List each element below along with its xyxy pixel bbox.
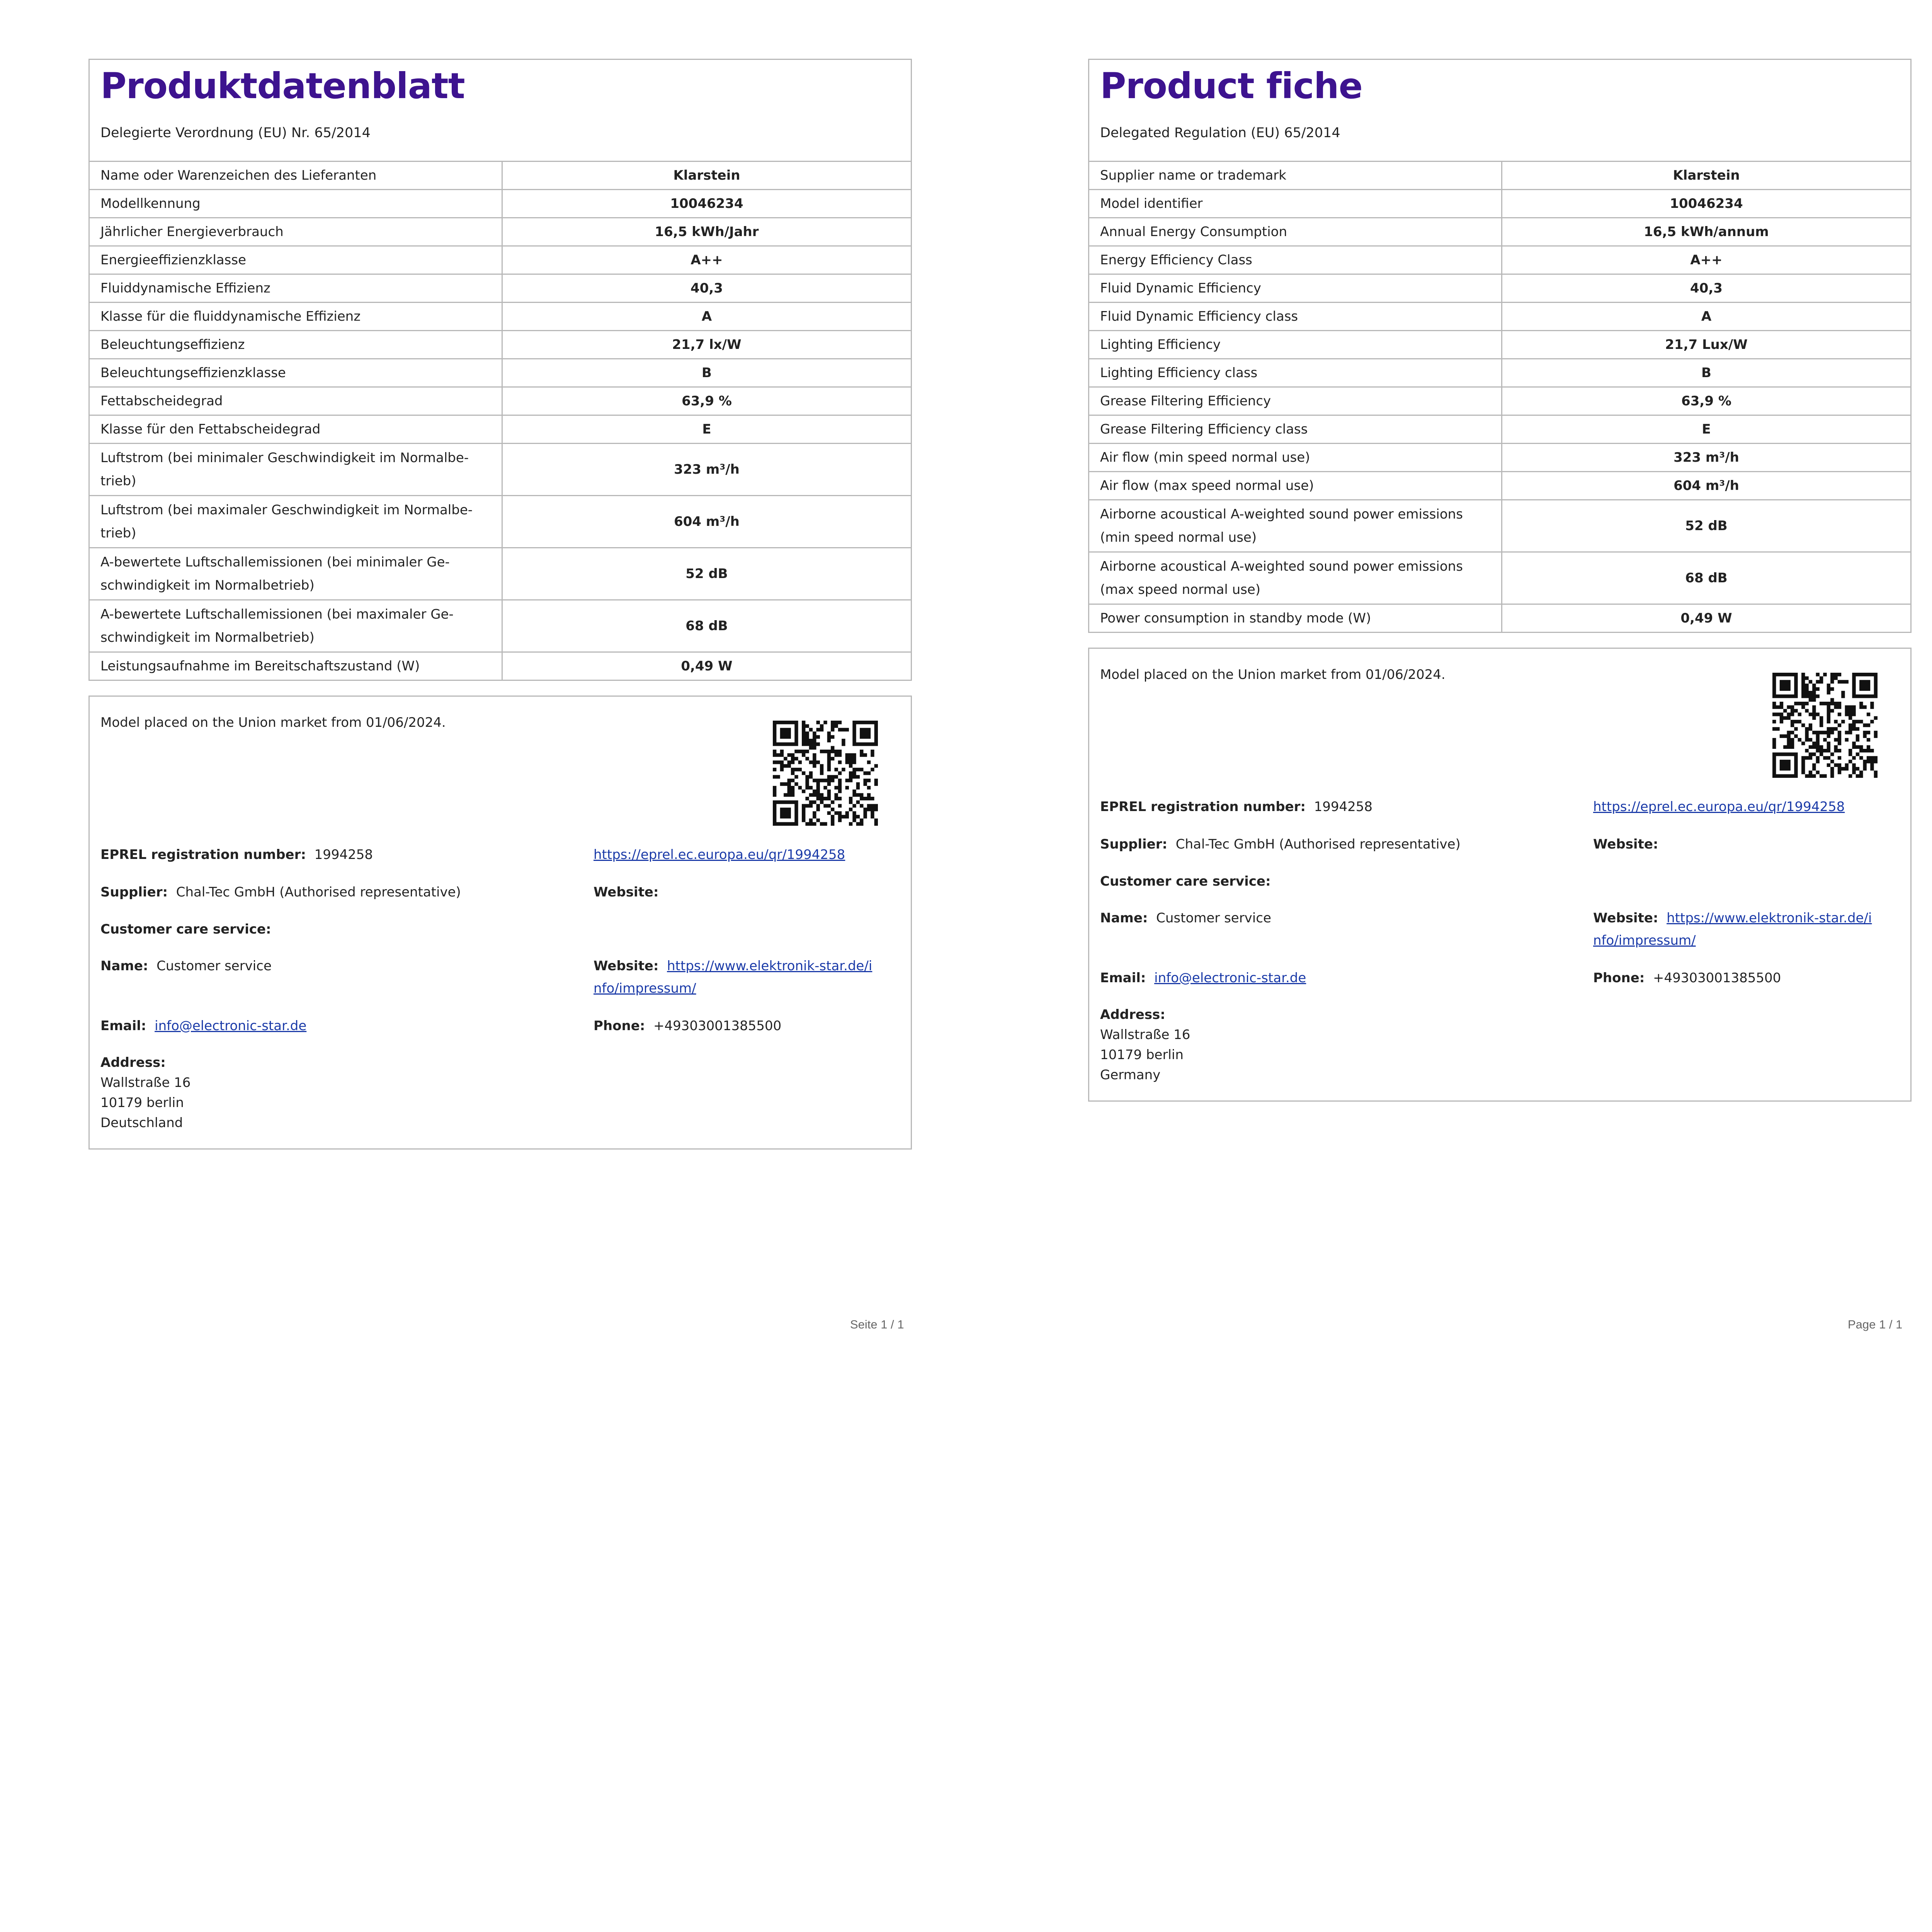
- row-value: A++: [502, 246, 911, 274]
- name-value: Customer service: [156, 958, 272, 974]
- contact-box-en: [1088, 648, 1912, 1102]
- row-value: A++: [1502, 246, 1911, 274]
- table-row: [90, 246, 911, 274]
- table-row: [90, 548, 911, 600]
- row-label: [1089, 246, 1502, 274]
- contact-box-de: [88, 696, 912, 1150]
- name-line: [1100, 907, 1271, 929]
- website2-link-b[interactable]: nfo/impressum/: [594, 981, 696, 996]
- row-label-text: Jährlicher Energieverbrauch: [100, 224, 284, 240]
- name-line: [100, 955, 272, 977]
- product-sheet-en: [1088, 59, 1912, 1102]
- website-label: Website:: [1593, 837, 1658, 852]
- table-row: [90, 444, 911, 496]
- row-label-text-continued: (min speed normal use): [1100, 530, 1257, 545]
- row-label-text: Grease Filtering Efficiency class: [1100, 422, 1308, 437]
- row-label-text: Airborne acoustical A-weighted sound power emissions: [1100, 559, 1463, 574]
- row-label-text-continued: (max speed normal use): [1100, 582, 1261, 597]
- eprel-registration: [1100, 796, 1372, 818]
- table-row: [1089, 218, 1910, 246]
- row-label-text: Fluid Dynamic Efficiency: [1100, 281, 1261, 296]
- row-value: 16,5 kWh/Jahr: [502, 218, 911, 246]
- header-de: [90, 60, 911, 162]
- table-row: [90, 359, 911, 387]
- regulation-subtitle-en: Delegated Regulation (EU) 65/2014: [1100, 125, 1340, 141]
- row-label: [90, 359, 502, 387]
- row-label: [90, 496, 502, 548]
- row-label-text: Energieeffizienzklasse: [100, 252, 246, 268]
- row-label-text: Fettabscheidegrad: [100, 393, 223, 409]
- row-value: 323 m³/h: [502, 444, 911, 496]
- product-data-table-de: [90, 162, 911, 680]
- table-row: [1089, 190, 1910, 218]
- table-row: [90, 387, 911, 415]
- table-row: [90, 415, 911, 444]
- row-value: 604 m³/h: [1502, 472, 1911, 500]
- row-value: E: [502, 415, 911, 444]
- table-row: [90, 162, 911, 190]
- address-line-3: Germany: [1100, 1067, 1161, 1083]
- website2-line: [594, 955, 872, 977]
- row-label: [90, 218, 502, 246]
- row-label-text: Annual Energy Consumption: [1100, 224, 1287, 240]
- row-label: [90, 387, 502, 415]
- table-row: [1089, 387, 1910, 415]
- regulation-subtitle-de: Delegierte Verordnung (EU) Nr. 65/2014: [100, 125, 371, 141]
- product-sheet-de: [88, 59, 912, 1150]
- email-line: [1100, 967, 1306, 989]
- table-row: [1089, 303, 1910, 331]
- supplier-label: Supplier:: [100, 884, 168, 900]
- row-value: 21,7 lx/W: [502, 331, 911, 359]
- row-value: B: [1502, 359, 1911, 387]
- row-label-text: Klasse für die fluiddynamische Effizienz: [100, 309, 361, 324]
- row-label: [1089, 162, 1502, 190]
- phone-line: [1593, 967, 1781, 989]
- row-label: [90, 600, 502, 652]
- row-value: B: [502, 359, 911, 387]
- phone-value: +49303001385500: [653, 1018, 782, 1034]
- row-label-text: Fluid Dynamic Efficiency class: [1100, 309, 1298, 324]
- row-value: 21,7 Lux/W: [1502, 331, 1911, 359]
- row-value: 63,9 %: [1502, 387, 1911, 415]
- row-label-text: Grease Filtering Efficiency: [1100, 393, 1271, 409]
- row-label-text: Air flow (min speed normal use): [1100, 450, 1310, 465]
- table-row: [1089, 359, 1910, 387]
- website2-link-a[interactable]: https://www.elektronik-star.de/i: [667, 958, 872, 974]
- row-label-text-continued: trieb): [100, 526, 136, 541]
- name-label: Name:: [100, 958, 148, 974]
- table-row: [1089, 604, 1910, 632]
- row-value: 604 m³/h: [502, 496, 911, 548]
- website-line: [594, 881, 659, 903]
- page-footer-en: Page 1 / 1: [1848, 1318, 1903, 1331]
- row-label: [1089, 331, 1502, 359]
- phone-label: Phone:: [1593, 970, 1645, 986]
- address-line-1: Wallstraße 16: [1100, 1027, 1190, 1043]
- customer-care-heading: [1100, 870, 1271, 893]
- market-placement-note: Model placed on the Union market from 01/06/2024.: [1100, 667, 1446, 682]
- eprel-registration: [100, 844, 373, 866]
- data-table-box-en: [1088, 59, 1912, 633]
- website2-line: [1593, 907, 1872, 929]
- market-placement-note: Model placed on the Union market from 01/06/2024.: [100, 715, 446, 730]
- table-row: [1089, 500, 1910, 552]
- row-value: 10046234: [1502, 190, 1911, 218]
- row-label: [1089, 415, 1502, 444]
- address-line-1: Wallstraße 16: [100, 1075, 191, 1090]
- row-label-text: Power consumption in standby mode (W): [1100, 611, 1371, 626]
- table-row: [90, 652, 911, 680]
- address-line-2: 10179 berlin: [1100, 1047, 1184, 1063]
- row-label: [1089, 359, 1502, 387]
- row-label: [1089, 552, 1502, 604]
- row-label: [1089, 472, 1502, 500]
- address-label: Address:: [1100, 1007, 1165, 1022]
- product-data-table-en: [1089, 162, 1910, 632]
- page-title-en: Product fiche: [1100, 65, 1362, 107]
- row-value: A: [1502, 303, 1911, 331]
- eprel-label: EPREL registration number:: [1100, 799, 1306, 815]
- row-value: 10046234: [502, 190, 911, 218]
- table-row: [1089, 552, 1910, 604]
- row-value: 16,5 kWh/annum: [1502, 218, 1911, 246]
- customer-care-heading: [100, 918, 271, 940]
- phone-line: [594, 1015, 781, 1037]
- row-label-text: A-bewertete Luftschallemissionen (bei minimaler Ge-: [100, 554, 450, 570]
- email-link[interactable]: info@electronic-star.de: [155, 1018, 307, 1034]
- email-link[interactable]: info@electronic-star.de: [1154, 970, 1306, 986]
- row-value: 52 dB: [502, 548, 911, 600]
- page-footer-de: Seite 1 / 1: [850, 1318, 904, 1331]
- email-label: Email:: [100, 1018, 146, 1034]
- supplier-line: [1100, 833, 1461, 855]
- row-label-text: Lighting Efficiency class: [1100, 365, 1258, 381]
- eprel-label: EPREL registration number:: [100, 847, 306, 862]
- row-value: A: [502, 303, 911, 331]
- supplier-line: [100, 881, 461, 903]
- row-label: [90, 190, 502, 218]
- email-label: Email:: [1100, 970, 1146, 986]
- row-value: 0,49 W: [1502, 604, 1911, 632]
- eprel-link[interactable]: https://eprel.ec.europa.eu/qr/1994258: [594, 847, 845, 862]
- supplier-label: Supplier:: [1100, 837, 1168, 852]
- table-row: [90, 600, 911, 652]
- row-value: 40,3: [502, 274, 911, 303]
- row-label: [90, 274, 502, 303]
- data-table-box-de: [88, 59, 912, 681]
- row-label: [90, 444, 502, 496]
- address-line-2: 10179 berlin: [100, 1095, 184, 1111]
- row-value: Klarstein: [673, 168, 740, 183]
- row-label: [1089, 303, 1502, 331]
- table-row: [1089, 472, 1910, 500]
- address-label: Address:: [100, 1055, 166, 1070]
- row-label-text: Luftstrom (bei minimaler Geschwindigkeit im Normalbe-: [100, 450, 469, 466]
- row-label-text: Name oder Warenzeichen des Lieferanten: [100, 168, 377, 183]
- eprel-number: 1994258: [314, 847, 373, 862]
- row-label: [1089, 500, 1502, 552]
- row-label-text: Modellkennung: [100, 196, 201, 211]
- website2-label: Website:: [594, 958, 659, 974]
- page-title-de: Produktdatenblatt: [100, 65, 465, 107]
- customer-care-label: Customer care service:: [1100, 874, 1271, 889]
- row-label: [90, 548, 502, 600]
- table-row: [1089, 246, 1910, 274]
- row-label-text: Air flow (max speed normal use): [1100, 478, 1314, 493]
- email-line: [100, 1015, 306, 1037]
- name-value: Customer service: [1156, 910, 1271, 926]
- phone-value: +49303001385500: [1653, 970, 1781, 986]
- row-label: [1089, 190, 1502, 218]
- row-label-text-continued: schwindigkeit im Normalbetrieb): [100, 630, 315, 645]
- row-value: Klarstein: [1673, 168, 1740, 183]
- row-label: [90, 331, 502, 359]
- name-label: Name:: [1100, 910, 1148, 926]
- row-value: 40,3: [1502, 274, 1911, 303]
- row-label-text: Lighting Efficiency: [1100, 337, 1221, 352]
- phone-label: Phone:: [594, 1018, 645, 1034]
- row-value: 68 dB: [502, 600, 911, 652]
- table-row: [1089, 331, 1910, 359]
- eprel-number: 1994258: [1314, 799, 1373, 815]
- row-label: [1089, 387, 1502, 415]
- row-label-text: Beleuchtungseffizienz: [100, 337, 245, 352]
- address-line-3: Deutschland: [100, 1115, 183, 1131]
- supplier-value: Chal-Tec GmbH (Authorised representative): [176, 884, 461, 900]
- table-row: [90, 496, 911, 548]
- supplier-value: Chal-Tec GmbH (Authorised representative): [1175, 837, 1461, 852]
- website-line: [1593, 833, 1658, 855]
- row-label-text: Beleuchtungseffizienzklasse: [100, 365, 286, 381]
- row-label-text: Luftstrom (bei maximaler Geschwindigkeit im Normalbe-: [100, 502, 473, 518]
- website2-link-b[interactable]: nfo/impressum/: [1593, 933, 1696, 948]
- address-heading: [100, 1051, 166, 1074]
- row-value: 63,9 %: [502, 387, 911, 415]
- row-label-text-continued: trieb): [100, 473, 136, 489]
- row-label-text: Supplier name or trademark: [1100, 168, 1286, 183]
- table-row: [90, 331, 911, 359]
- row-label-text: Leistungsaufnahme im Bereitschaftszustand (W): [100, 658, 420, 674]
- row-label: [1089, 274, 1502, 303]
- table-row: [90, 274, 911, 303]
- row-label-text: Model identifier: [1100, 196, 1203, 211]
- row-label-text: Klasse für den Fettabscheidegrad: [100, 422, 321, 437]
- row-value: 323 m³/h: [1502, 444, 1911, 472]
- table-row: [1089, 162, 1910, 190]
- table-row: [1089, 415, 1910, 444]
- table-row: [1089, 274, 1910, 303]
- table-row: [90, 190, 911, 218]
- row-label-text: Fluiddynamische Effizienz: [100, 281, 270, 296]
- qr-code-icon[interactable]: [1772, 673, 1878, 778]
- table-row: [90, 218, 911, 246]
- customer-care-label: Customer care service:: [100, 922, 271, 937]
- table-row: [1089, 444, 1910, 472]
- row-label: [90, 303, 502, 331]
- header-en: [1089, 60, 1910, 162]
- row-label: [90, 415, 502, 444]
- website2-label: Website:: [1593, 910, 1658, 926]
- eprel-link[interactable]: https://eprel.ec.europa.eu/qr/1994258: [1593, 799, 1845, 815]
- row-label: [1089, 604, 1502, 632]
- row-label-text: Energy Efficiency Class: [1100, 252, 1252, 268]
- row-label-text: A-bewertete Luftschallemissionen (bei maximaler Ge-: [100, 607, 454, 622]
- row-label: [1089, 218, 1502, 246]
- website-label: Website:: [594, 884, 659, 900]
- row-value: 68 dB: [1502, 552, 1911, 604]
- row-label: [90, 652, 502, 680]
- row-value: 0,49 W: [502, 652, 911, 680]
- qr-code-icon[interactable]: [773, 721, 878, 826]
- row-value: 52 dB: [1502, 500, 1911, 552]
- row-value: E: [1502, 415, 1911, 444]
- row-label: [90, 162, 502, 190]
- table-row: [90, 303, 911, 331]
- address-heading: [1100, 1003, 1165, 1026]
- website2-link-a[interactable]: https://www.elektronik-star.de/i: [1667, 910, 1872, 926]
- row-label: [90, 246, 502, 274]
- row-label: [1089, 444, 1502, 472]
- row-label-text: Airborne acoustical A-weighted sound power emissions: [1100, 507, 1463, 522]
- row-label-text-continued: schwindigkeit im Normalbetrieb): [100, 578, 315, 593]
